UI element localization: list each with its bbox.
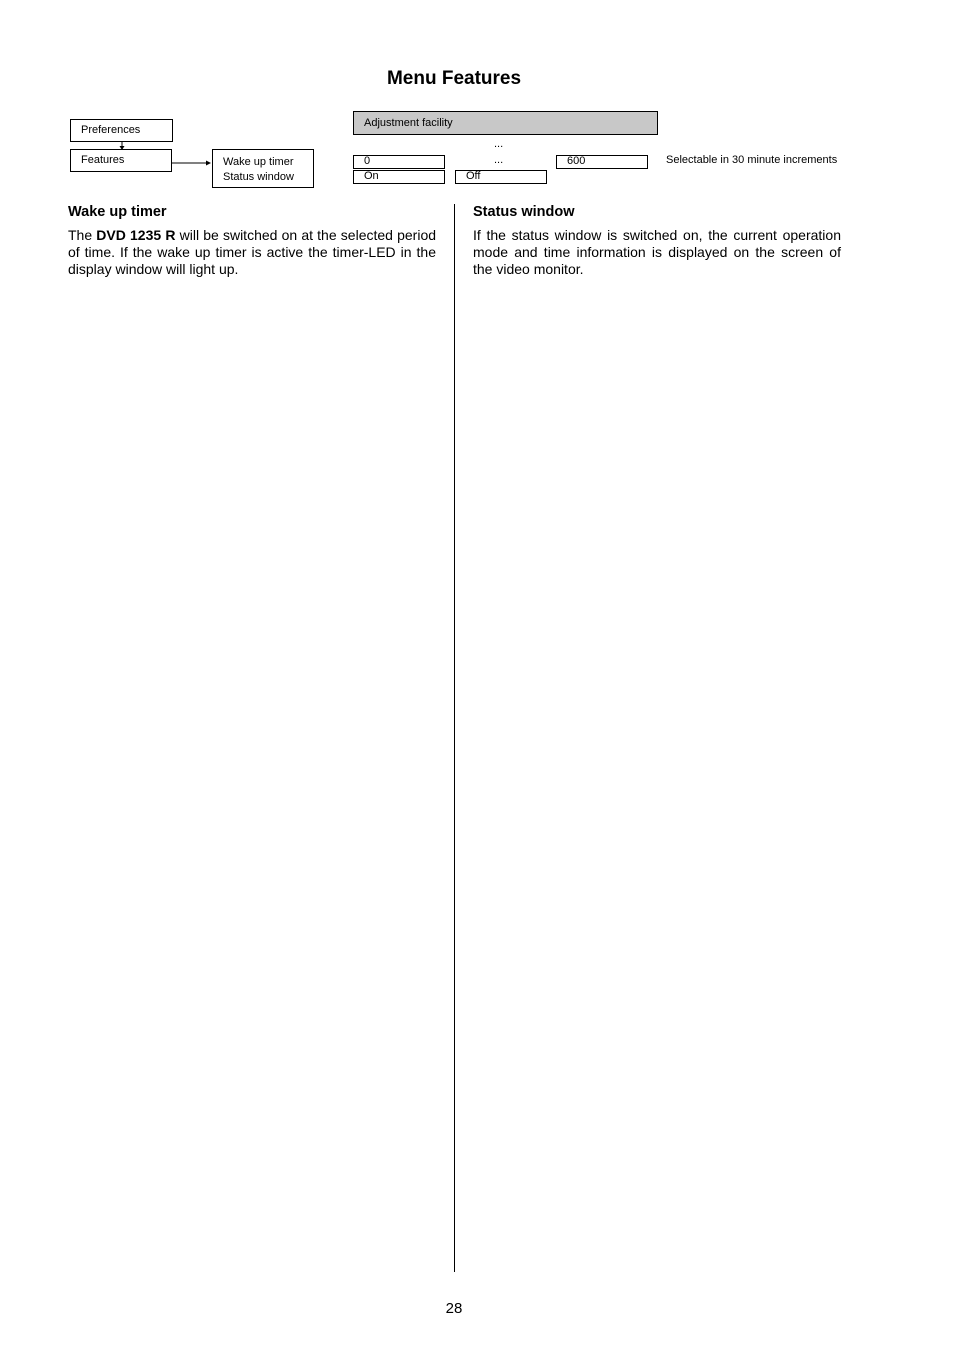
menu-features-box — [70, 149, 172, 172]
submenu-item-wake-up-timer: Wake up timer — [223, 156, 294, 168]
status-window-paragraph: If the status window is switched on, the current operation mode and time information is displayed on the screen of the video monitor. — [473, 227, 841, 277]
ellipsis-top: ... — [494, 138, 504, 150]
status-window-heading: Status window — [473, 204, 575, 220]
wake-up-timer-text-pre: The — [68, 227, 97, 243]
submenu-box — [212, 149, 314, 188]
status-on-value: On — [364, 170, 379, 182]
timer-min-box — [353, 155, 445, 169]
page-number: 28 — [445, 1300, 463, 1317]
status-on-box — [353, 170, 445, 184]
menu-features-label: Features — [81, 154, 125, 166]
product-model-name: DVD 1235 R — [96, 227, 176, 243]
wake-up-timer-heading: Wake up timer — [68, 204, 167, 220]
submenu-item-status-window: Status window — [223, 171, 294, 183]
adjustment-header-box — [353, 111, 658, 135]
menu-preferences-label: Preferences — [81, 124, 141, 136]
timer-max-value: 600 — [567, 155, 586, 167]
wake-up-timer-paragraph — [68, 227, 436, 278]
timer-max-box — [556, 155, 648, 169]
wake-up-timer-text-post: will be switched on at the selected period of time. If the wake up timer is active the timer-LED in the display window will light up. — [68, 227, 437, 277]
timer-increment-note: Selectable in 30 minute increments — [666, 154, 838, 166]
page-title: Menu Features — [386, 68, 522, 89]
adjustment-header-label: Adjustment facility — [364, 117, 453, 129]
timer-min-value: 0 — [364, 155, 371, 167]
status-off-box — [455, 170, 547, 184]
column-divider — [454, 204, 455, 1272]
status-off-value: Off — [466, 170, 481, 182]
timer-mid-ellipsis: ... — [494, 154, 504, 166]
